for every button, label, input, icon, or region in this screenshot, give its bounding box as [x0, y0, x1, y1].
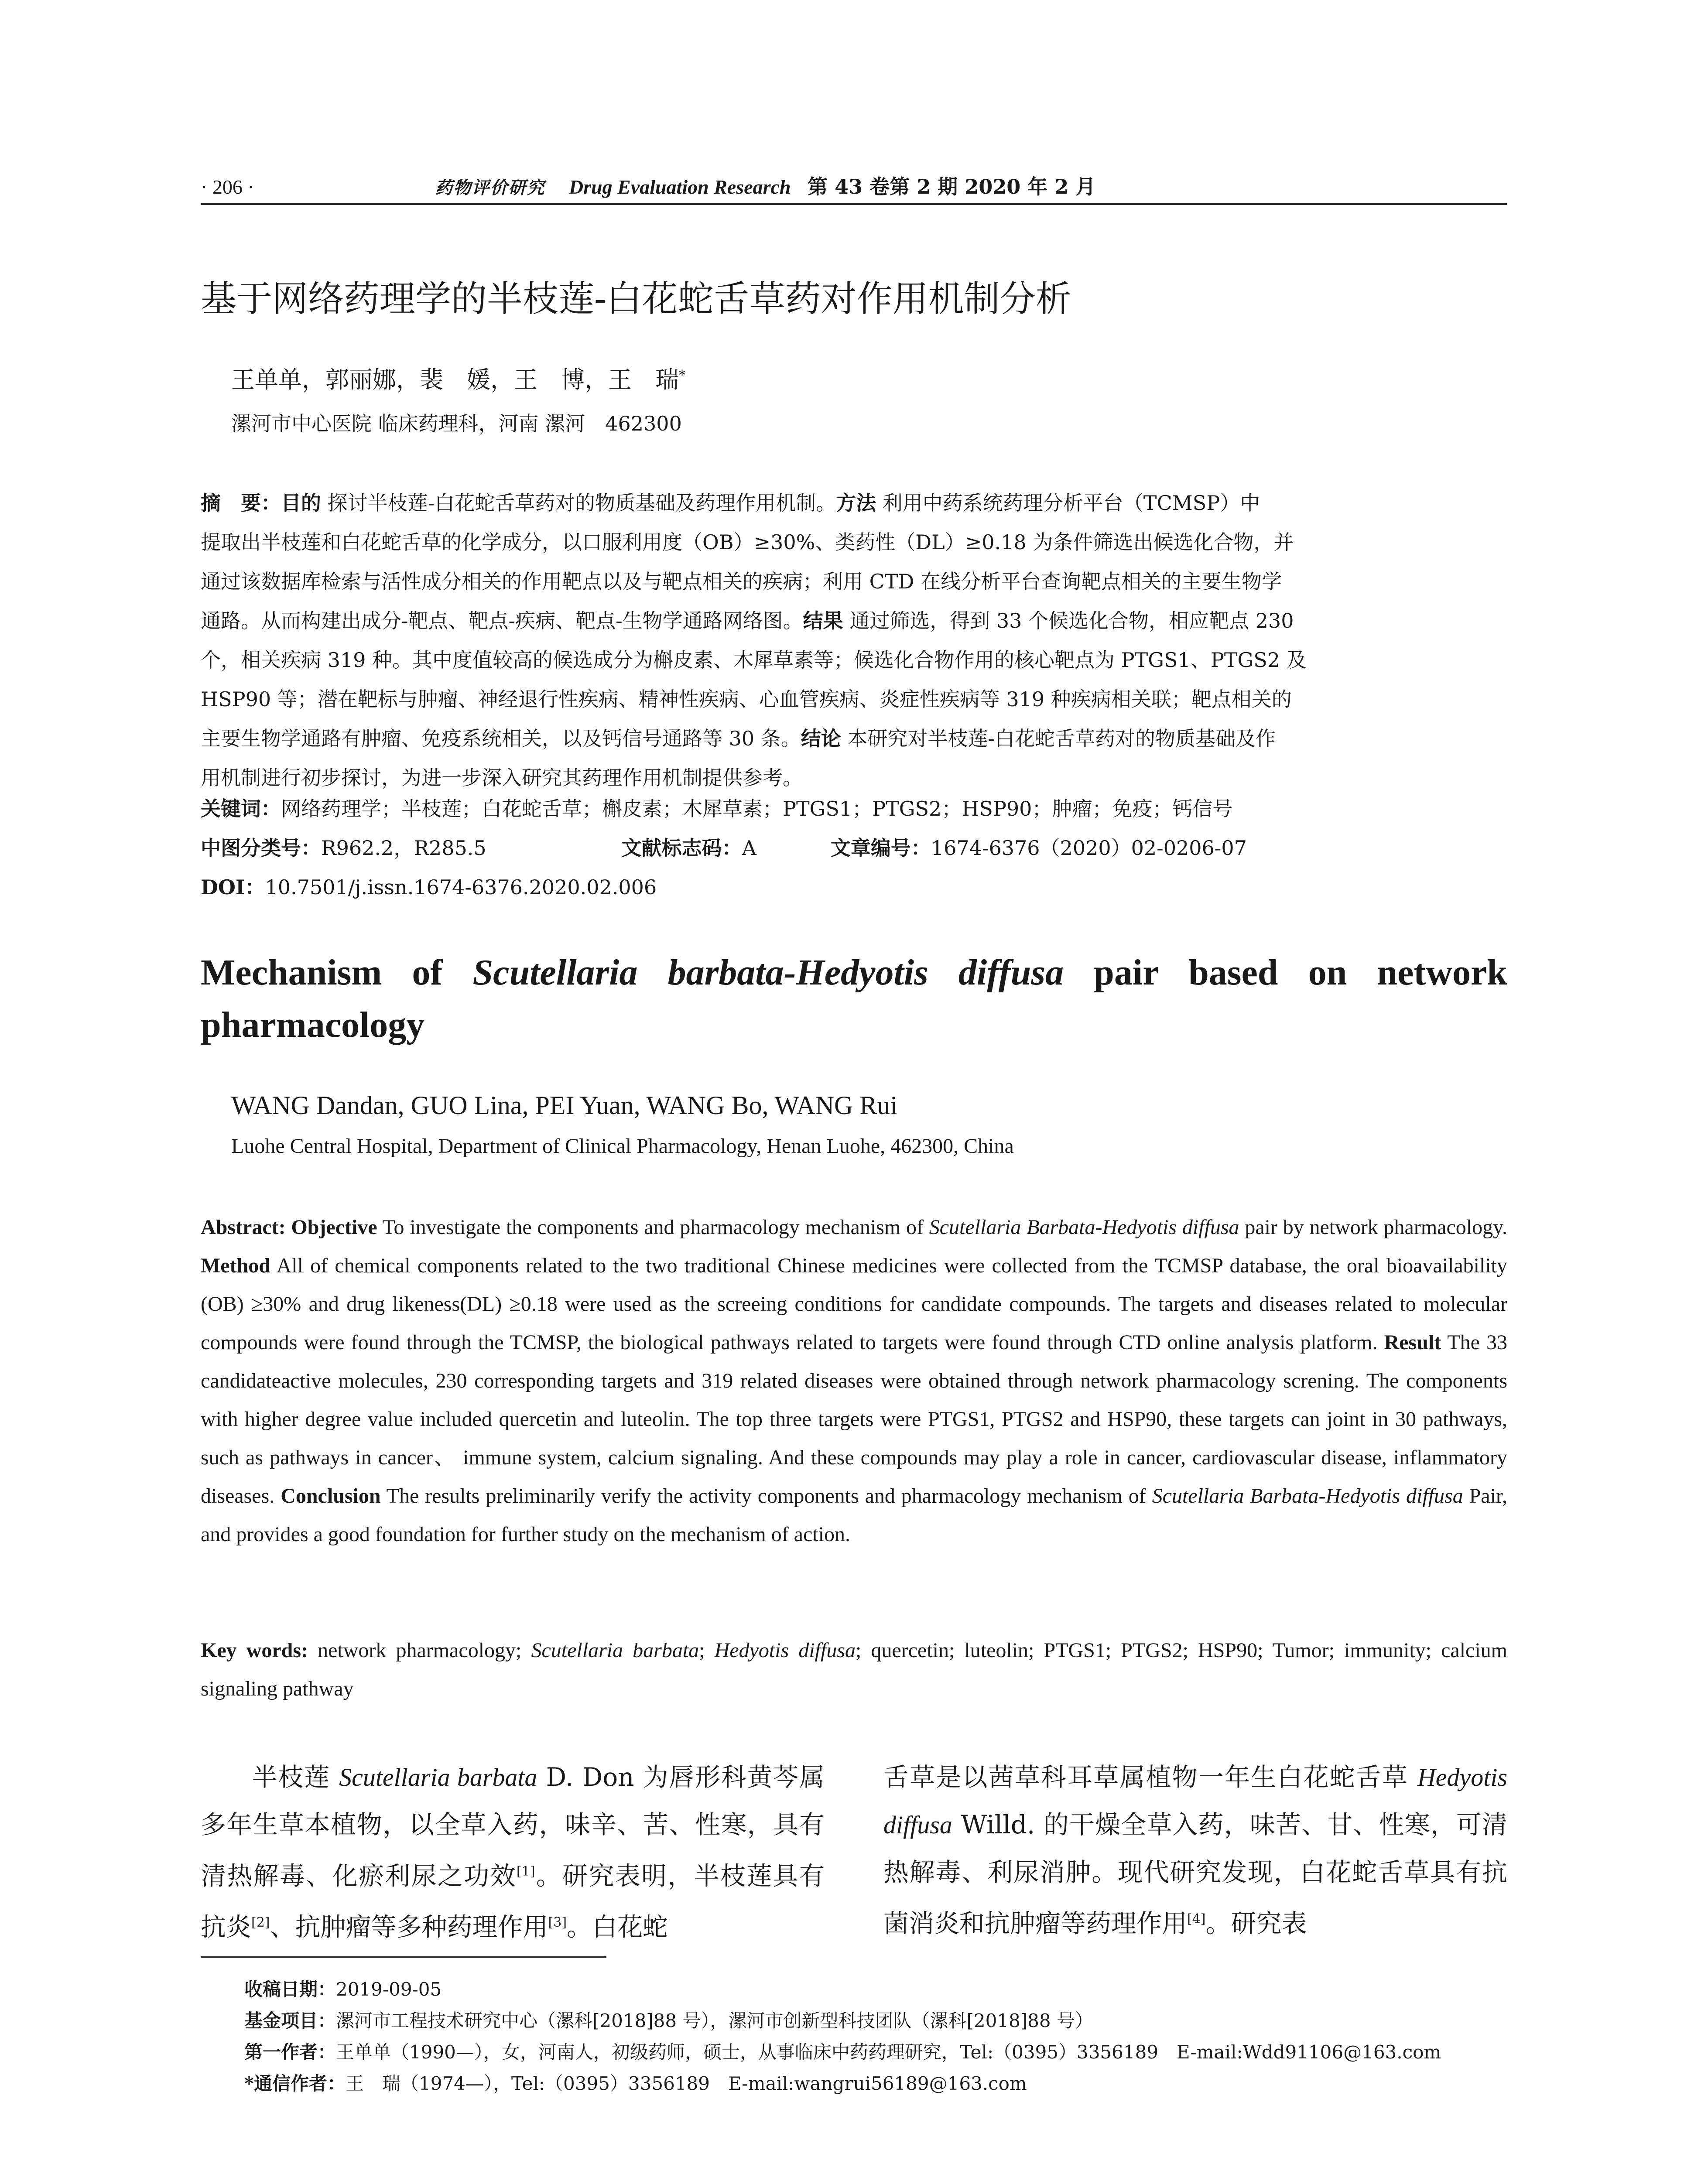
body-text: 、抗肿瘤等多种药理作用: [270, 1912, 548, 1942]
method-label: Method: [201, 1254, 270, 1277]
abstract-text: 通过筛选，得到 33 个候选化合物，相应靶点 230: [843, 609, 1294, 632]
abstract-label: 摘 要：: [201, 491, 281, 515]
en-keywords: [201, 1631, 1507, 1708]
footnote-text: 漯河市工程技术研究中心（漯科[2018]88 号），漯河市创新型科技团队（漯科[2018]88 号）: [336, 2010, 1093, 2031]
journal-name: Drug Evaluation Research: [568, 176, 791, 198]
footnote-label: 收稿日期：: [244, 1979, 336, 2000]
abstract-text: 本研究对半枝莲-白花蛇舌草药对的物质基础及作: [841, 727, 1276, 750]
keywords-text: 网络药理学；半枝莲；白花蛇舌草；槲皮素；木犀草素；PTGS1；PTGS2；HSP90；肿瘤；免疫；钙信号: [281, 797, 1233, 820]
cn-doi: [201, 872, 657, 900]
header-rule: [201, 203, 1507, 205]
doi-value[interactable]: 10.7501/j.issn.1674-6376.2020.02.006: [265, 875, 657, 899]
footnote-rule: [201, 1956, 606, 1958]
abstract-text: The 33 candidateactive molecules, 230 corresponding targets and 319 related diseases were obtained through network pharmacology screning. The components with higher degree value included quercetin and luteolin. The top three targets were PTGS1, PTGS2 and HSP90, these targets can joint in 30 pathways, such as pathways in cancer、 immune system, calcium signaling. And these compounds may play a role in cancer, cardiovascular disease, inflammatory diseases.: [201, 1331, 1507, 1508]
result-label: Result: [1384, 1331, 1441, 1354]
keywords-label: 关键词：: [201, 797, 281, 820]
cn-affiliation: 漯河市中心医院 临床药理科，河南 漯河 462300: [231, 412, 682, 435]
cn-abstract-line: [201, 601, 1507, 640]
en-authors: WANG Dandan, GUO Lina, PEI Yuan, WANG Bo, WANG Rui: [231, 1091, 898, 1120]
cn-title: 基于网络药理学的半枝莲-白花蛇舌草药对作用机制分析: [201, 278, 1071, 320]
journal-cn-logo: 药物评价研究: [435, 178, 545, 198]
cn-abstract-line: 个，相关疾病 319 种。其中度值较高的候选成分为槲皮素、木犀草素等；候选化合物作用的核心靶点为 PTGS1、PTGS2 及: [201, 648, 1307, 672]
cn-author-list: 王单单，郭丽娜，裴 媛，王 博，王 瑞: [231, 366, 679, 393]
abstract-label: Abstract:: [201, 1216, 286, 1239]
en-title-part: pair based on network pharmacology: [201, 952, 1508, 1045]
body-text: 。研究表: [1205, 1908, 1307, 1938]
cn-abstract: [201, 483, 1507, 797]
abstract-text: 通路。从而构建出成分-靶点、靶点-疾病、靶点-生物学通路网络图。: [201, 609, 803, 632]
en-title-species: Scutellaria barbata-Hedyotis diffusa: [472, 952, 1064, 993]
cn-abstract-line: HSP90 等；潜在靶标与肿瘤、神经退行性疾病、精神性疾病、心血管疾病、炎症性疾病等 319 种疾病相关联；靶点相关的: [201, 687, 1292, 711]
method-label: 方法: [836, 491, 876, 515]
conclusion-label: 结论: [801, 727, 841, 750]
cn-abstract-line: [201, 719, 1507, 758]
abstract-text: All of chemical components related to the two traditional Chinese medicines were collected from the TCMSP database, the oral bioavailability (OB) ≥30% and drug likeness(DL) ≥0.18 were used as the screeing conditions for candidate compounds. The targets and diseases related to molecular compounds were found through the TCMSP, the biological pathways related to targets were found through CTD online analysis platform.: [201, 1254, 1507, 1354]
running-header: [201, 171, 1509, 202]
abstract-text: 主要生物学通路有肿瘤、免疫系统相关，以及钙信号通路等 30 条。: [201, 727, 801, 750]
volume-issue: 第 43 卷第 2 期 2020 年 2 月: [808, 175, 1096, 198]
corresponding-mark: *: [679, 368, 685, 383]
doc-code-value: A: [742, 836, 756, 860]
abstract-text: The results preliminarily verify the activity components and pharmacology mechanism of: [380, 1484, 1152, 1508]
body-column-left: [201, 1754, 825, 1951]
keywords-text: ;: [699, 1639, 715, 1662]
abstract-text: 探讨半枝莲-白花蛇舌草药对的物质基础及药理作用机制。: [321, 491, 836, 515]
footnote-fund: [244, 2007, 1093, 2033]
footnote-text: 2019-09-05: [336, 1979, 442, 2000]
clc-label: 中图分类号：: [201, 836, 321, 860]
species-name: Scutellaria barbata: [531, 1639, 699, 1662]
footnote-label: *通信作者：: [244, 2073, 346, 2094]
abstract-text: Pair, and provides a good foundation for further study on the mechanism of action.: [201, 1484, 1507, 1546]
keywords-label: Key words:: [201, 1639, 308, 1662]
body-text: 半枝莲: [251, 1762, 339, 1792]
en-title: [201, 947, 1507, 1051]
citation-ref[interactable]: [3]: [548, 1915, 567, 1931]
cn-abstract-line: 通过该数据库检索与活性成分相关的作用靶点以及与靶点相关的疾病；利用 CTD 在线分析平台查询靶点相关的主要生物学: [201, 570, 1282, 593]
conclusion-label: Conclusion: [281, 1484, 381, 1508]
species-name: Hedyotis diffusa: [883, 1763, 1507, 1839]
footnote-text: 王 瑞（1974—），Tel:（0395）3356189 E-mail:wangrui56189@163.com: [345, 2073, 1027, 2094]
body-column-right: [883, 1754, 1507, 1947]
doi-label: DOI：: [201, 875, 265, 899]
abstract-text: pair by network pharmacology.: [1239, 1216, 1508, 1239]
doc-code-label: 文献标志码：: [621, 836, 742, 860]
article-no-label: 文章编号：: [830, 836, 931, 860]
cn-keywords: [201, 793, 1232, 822]
footnote-label: 第一作者：: [244, 2041, 336, 2063]
footnote-received: [244, 1975, 442, 2001]
article-no-value: 1674-6376（2020）02-0206-07: [931, 836, 1247, 860]
citation-ref[interactable]: [4]: [1187, 1911, 1206, 1927]
en-affiliation: Luohe Central Hospital, Department of Clinical Pharmacology, Henan Luohe, 462300, China: [231, 1135, 1014, 1158]
species-name: Scutellaria Barbata-Hedyotis diffusa: [929, 1216, 1239, 1239]
citation-ref[interactable]: [2]: [251, 1915, 270, 1931]
cn-abstract-line: 提取出半枝莲和白花蛇舌草的化学成分，以口服利用度（OB）≥30%、类药性（DL）≥0.18 为条件筛选出候选化合物，并: [201, 530, 1294, 554]
cn-authors: [231, 361, 685, 395]
en-title-part: Mechanism of: [201, 952, 473, 993]
body-text: Willd. 的干燥全草入药，味苦、甘、性寒，可清热解毒、利尿消肿。现代研究发现，白花蛇舌草具有抗菌消炎和抗肿瘤等药理作用: [883, 1810, 1507, 1938]
cn-classification: [201, 832, 1247, 861]
species-name: Scutellaria Barbata-Hedyotis diffusa: [1152, 1484, 1463, 1508]
en-abstract: [201, 1208, 1507, 1554]
cn-abstract-line: [201, 483, 1507, 523]
footnote-corresponding: [244, 2069, 1027, 2096]
keywords-text: network pharmacology;: [308, 1639, 531, 1662]
abstract-text: 利用中药系统药理分析平台（TCMSP）中: [876, 491, 1260, 515]
body-text: 。研究表明，半枝莲具有抗炎: [201, 1861, 825, 1942]
clc-value: R962.2，R285.5: [321, 836, 486, 860]
objective-label: 目的: [281, 491, 321, 515]
abstract-text: To investigate the components and pharmacology mechanism of: [377, 1216, 929, 1239]
body-text: D. Don 为唇形科黄芩属多年生草本植物，以全草入药，味辛、苦、性寒，具有清热解毒、化瘀利尿之功效: [201, 1762, 825, 1891]
cn-abstract-line: 用机制进行初步探讨，为进一步深入研究其药理作用机制提供参考。: [201, 766, 803, 790]
page-number: · 206 ·: [201, 176, 254, 198]
body-text: 舌草是以茜草科耳草属植物一年生白花蛇舌草: [883, 1762, 1417, 1792]
species-name: Scutellaria barbata: [339, 1763, 537, 1791]
body-text: 。白花蛇: [567, 1912, 668, 1942]
species-name: Hedyotis diffusa: [714, 1639, 856, 1662]
footnote-label: 基金项目：: [244, 2010, 336, 2031]
footnote-text: 王单单（1990—），女，河南人，初级药师，硕士，从事临床中药药理研究，Tel:（0395）3356189 E-mail:Wdd91106@163.com: [336, 2041, 1441, 2063]
objective-label: Objective: [291, 1216, 377, 1239]
result-label: 结果: [803, 609, 843, 632]
keywords-text: ; quercetin; luteolin; PTGS1; PTGS2; HSP90; Tumor; immunity; calcium signaling pathway: [201, 1639, 1508, 1700]
footnote-first-author: [244, 2038, 1441, 2064]
citation-ref[interactable]: [1]: [516, 1864, 535, 1879]
